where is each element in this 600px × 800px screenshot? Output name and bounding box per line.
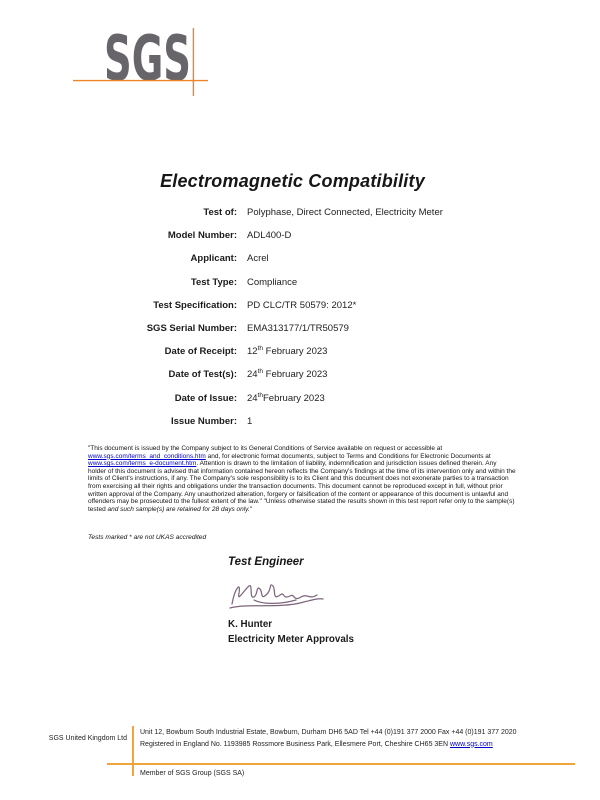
date-ordinal: th — [257, 391, 263, 399]
date-rest: February 2023 — [263, 392, 325, 404]
test-engineer-heading: Test Engineer — [228, 556, 304, 568]
field-value: 1 — [247, 415, 253, 427]
field-label: Issue Number: — [171, 415, 237, 427]
date-ordinal: th — [257, 344, 263, 352]
sgs-logo-text: SGS — [104, 22, 191, 95]
page-title: Electromagnetic Compatibility — [160, 171, 425, 191]
ukas-accreditation-note: Tests marked * are not UKAS accredited — [88, 534, 207, 541]
field-row-date-of-tests — [0, 369, 600, 392]
engineer-name: K. Hunter — [228, 619, 273, 630]
field-row-sgs-serial-number — [0, 323, 600, 346]
field-value — [247, 393, 325, 404]
footer-registration-text: Registered in England No. 1193985 Rossmore Business Park, Ellesmere Port, Cheshire CH65 3EN — [140, 740, 450, 748]
field-label: Model Number: — [167, 230, 237, 242]
footer-company-name: SGS United Kingdom Ltd — [48, 735, 127, 742]
field-row-date-of-receipt — [0, 346, 600, 369]
date-rest: February 2023 — [263, 346, 328, 358]
footer-address-line2 — [140, 739, 598, 751]
date-rest: February 2023 — [263, 369, 328, 381]
field-label: SGS Serial Number: — [146, 322, 237, 334]
footer-address-block — [140, 727, 598, 750]
date-day: 24 — [247, 392, 258, 404]
field-value — [247, 369, 327, 380]
field-label: Applicant: — [190, 253, 237, 265]
field-row-test-type — [0, 277, 600, 300]
field-row-test-of — [0, 207, 600, 230]
footer-address-line1: Unit 12, Bowburn South Industrial Estate, Bowburn, Durham DH6 5AD Tel +44 (0)191 377 2000 Fax +44 (0)191 377 2020 — [140, 729, 517, 736]
field-value: PD CLC/TR 50579: 2012* — [247, 299, 357, 311]
terms-disclaimer — [88, 445, 516, 513]
date-day: 12 — [247, 346, 258, 358]
field-label: Test Specification: — [153, 299, 237, 311]
footer-horizontal-rule — [107, 763, 575, 765]
disclaimer-retention-note: and such sample(s) are retained for 28 days only. — [107, 505, 250, 513]
field-value: Acrel — [247, 253, 269, 265]
footer-vertical-divider — [132, 726, 134, 776]
field-value — [247, 346, 327, 357]
disclaimer-text: "This document is issued by the Company subject to its General Conditions of Service available on request or accessible at — [88, 445, 443, 452]
sgs-website-link[interactable]: www.sgs.com — [449, 740, 493, 748]
date-ordinal: th — [257, 368, 263, 376]
disclaimer-text: . Attention is drawn to the limitation of liability, indemnification and jurisdiction issues defined therein. Any holder of this document is advised that information contained hereon reflects the Company's findings at the time of its intervention only and within the limits of Client's instructions, if any. The Company's sole responsibility is to its Client and this document does not exonerate parties to a transaction from exercising all their rights and obligations under the transaction documents. This document cannot be reproduced except in full, without prior written approval of the Company. Any unauthorized alteration, forgery or falsification of the content or appearance of this document is unlawful and offenders may be prosecuted to the fullest extent of the law." "Unless otherwise stated the results shown in this test report refer only to the sample(s) tested — [88, 460, 516, 513]
field-value: EMA313177/1/TR50579 — [247, 322, 349, 334]
field-label: Date of Issue: — [174, 392, 237, 404]
field-row-issue-number — [0, 416, 600, 439]
field-label: Date of Test(s): — [168, 369, 237, 381]
date-day: 24 — [247, 369, 258, 381]
engineer-role: Electricity Meter Approvals — [228, 634, 354, 645]
field-label: Date of Receipt: — [164, 346, 237, 358]
footer-member-note: Member of SGS Group (SGS SA) — [140, 770, 245, 777]
certificate-fields — [0, 207, 600, 439]
handwritten-signature — [224, 574, 334, 619]
e-document-terms-link[interactable]: www.sgs.com/terms_e-document.htm — [88, 460, 197, 468]
sgs-logo — [0, 0, 250, 110]
field-row-applicant — [0, 253, 600, 276]
disclaimer-text: and, for electronic format documents, subject to Terms and Conditions for Electronic Documents at — [205, 452, 491, 460]
field-row-test-specification — [0, 300, 600, 323]
field-label: Test Type: — [190, 276, 237, 288]
terms-and-conditions-link[interactable]: www.sgs.com/terms_and_conditions.htm — [88, 452, 206, 460]
field-value: ADL400-D — [247, 230, 292, 242]
field-label: Test of: — [203, 207, 237, 218]
disclaimer-text: " — [249, 505, 253, 513]
field-row-model-number — [0, 230, 600, 253]
field-value: Polyphase, Direct Connected, Electricity Meter — [247, 207, 443, 218]
field-row-date-of-issue — [0, 393, 600, 416]
field-value: Compliance — [247, 276, 298, 288]
